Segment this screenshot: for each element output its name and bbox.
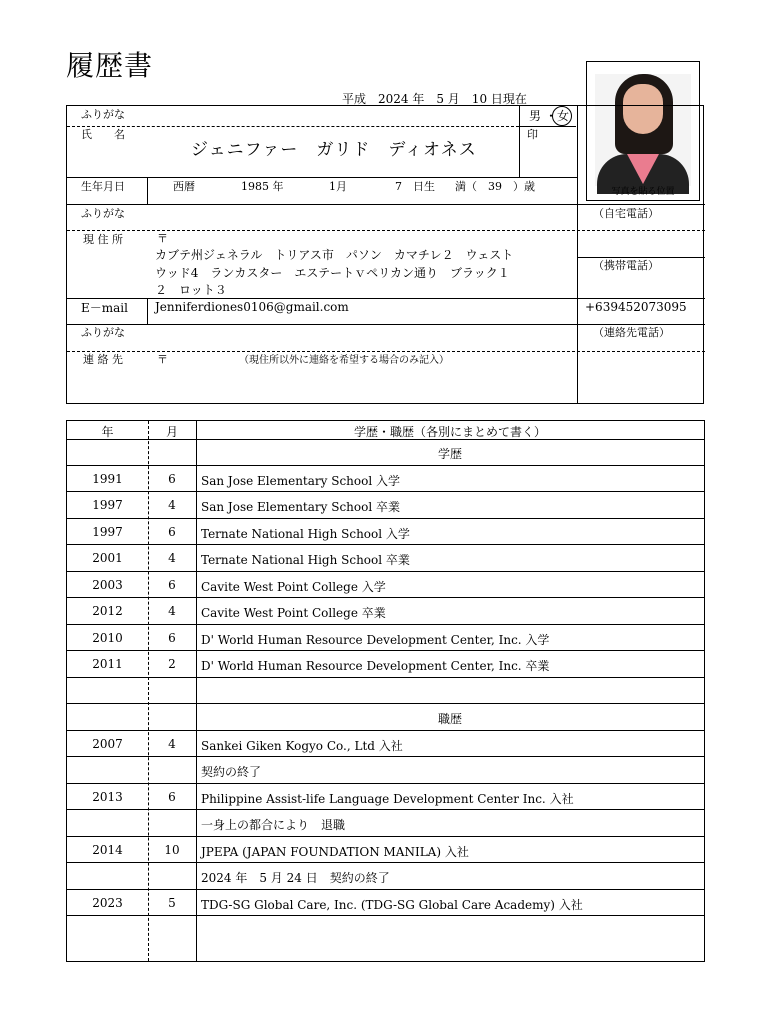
address-postal-mark: 〒 bbox=[157, 232, 168, 245]
email-value: Jenniferdiones0106@gmail.com bbox=[155, 300, 349, 314]
table-row-rule bbox=[67, 783, 704, 784]
photo-caption: 写真を貼る位置 bbox=[611, 187, 675, 197]
edu-6-desc: D' World Human Resource Development Center, Inc. 入学 bbox=[201, 633, 550, 647]
table-row-rule bbox=[67, 650, 704, 651]
table-row-rule bbox=[67, 915, 704, 916]
table-row-rule bbox=[67, 624, 704, 625]
month-desc-divider bbox=[196, 421, 197, 961]
email-label: E－mail bbox=[81, 301, 128, 315]
furigana2-label: ふりがな bbox=[81, 207, 125, 220]
work-1-desc: 契約の終了 bbox=[201, 765, 262, 779]
as-of-date: 平成 2024 年 5 月 10 日現在 bbox=[342, 92, 527, 106]
personal-info-table bbox=[66, 105, 704, 404]
work-3-desc: 一身上の都合により 退職 bbox=[201, 818, 346, 832]
table-row-rule bbox=[67, 597, 704, 598]
work-5-desc: 2024 年 5 月 24 日 契約の終了 bbox=[201, 871, 390, 885]
age: 満（ 39 ）歳 bbox=[455, 180, 535, 193]
gender-female: 女 bbox=[557, 109, 570, 123]
work-4-year: 2014 bbox=[92, 843, 123, 857]
edu-7-year: 2011 bbox=[92, 657, 123, 671]
gender-male: 男 bbox=[529, 109, 542, 123]
contact-note: （現住所以外に連絡を希望する場合のみ記入） bbox=[239, 355, 449, 366]
furigana3-dash bbox=[67, 351, 705, 352]
work-0-year: 2007 bbox=[92, 737, 123, 751]
table-row-rule bbox=[67, 836, 704, 837]
contact-label: 連 絡 先 bbox=[83, 353, 123, 366]
edu-5-desc: Cavite West Point College 卒業 bbox=[201, 606, 386, 620]
col-desc-header: 学歴・職歴（各別にまとめて書く） bbox=[353, 425, 546, 439]
work-2-desc: Philippine Assist-life Language Development Center Inc. 入社 bbox=[201, 792, 574, 806]
address-line-1: カブテ州ジェネラル トリアス市 パソン カマチレ２ ウェスト bbox=[155, 248, 514, 262]
edu-7-desc: D' World Human Resource Development Center, Inc. 卒業 bbox=[201, 659, 550, 673]
birth-divider bbox=[147, 177, 148, 204]
table-row-rule bbox=[67, 862, 704, 863]
table-row-rule bbox=[67, 730, 704, 731]
address-line-2: ウッド4 ランカスター エステートｖペリカン通り ブラック１ bbox=[155, 266, 510, 280]
birth-day: 7 日生 bbox=[395, 180, 435, 193]
table-row-rule bbox=[67, 465, 704, 466]
edu-3-desc: Ternate National High School 卒業 bbox=[201, 553, 410, 567]
edu-4-month: 6 bbox=[168, 578, 176, 592]
gender-underline bbox=[519, 126, 576, 127]
work-2-month: 6 bbox=[168, 790, 176, 804]
gender-separator: ・ bbox=[545, 109, 558, 123]
email-bottom-line bbox=[67, 324, 705, 325]
work-6-year: 2023 bbox=[92, 896, 123, 910]
work-0-month: 4 bbox=[168, 737, 176, 751]
header-rule bbox=[67, 439, 704, 440]
edu-4-year: 2003 bbox=[92, 578, 123, 592]
address-label: 現 住 所 bbox=[83, 233, 123, 246]
mobile-value: +639452073095 bbox=[585, 300, 687, 314]
furigana2-dash bbox=[67, 230, 705, 231]
birth-label: 生年月日 bbox=[81, 180, 125, 193]
right-edge-top bbox=[577, 106, 578, 204]
edu-6-year: 2010 bbox=[92, 631, 123, 645]
table-row-rule bbox=[67, 809, 704, 810]
email-divider bbox=[147, 298, 148, 324]
work-2-year: 2013 bbox=[92, 790, 123, 804]
table-row-rule bbox=[67, 756, 704, 757]
applicant-name: ジェニファー ガリド ディオネス bbox=[191, 140, 477, 160]
edu-5-month: 4 bbox=[168, 604, 176, 618]
edu-5-year: 2012 bbox=[92, 604, 123, 618]
gender-divider bbox=[519, 106, 520, 177]
resume-title: 履歴書 bbox=[66, 49, 154, 82]
birth-year: 1985 年 bbox=[241, 180, 284, 193]
name-label: 氏 名 bbox=[81, 128, 125, 141]
edu-2-year: 1997 bbox=[92, 525, 123, 539]
table-row-rule bbox=[67, 571, 704, 572]
edu-1-month: 4 bbox=[168, 498, 176, 512]
furigana-label: ふりがな bbox=[81, 108, 125, 121]
work-heading: 職歴 bbox=[437, 712, 462, 726]
edu-0-month: 6 bbox=[168, 472, 176, 486]
table-row-rule bbox=[67, 889, 704, 890]
edu-3-year: 2001 bbox=[92, 551, 123, 565]
work-6-month: 5 bbox=[168, 896, 176, 910]
gender-circle bbox=[552, 106, 572, 126]
birth-era: 西暦 bbox=[173, 180, 195, 193]
col-month-header: 月 bbox=[165, 425, 178, 439]
edu-3-month: 4 bbox=[168, 551, 176, 565]
contact-postal-mark: 〒 bbox=[157, 353, 168, 366]
address-line-3: ２ ロット３ bbox=[155, 283, 227, 297]
edu-1-desc: San Jose Elementary School 卒業 bbox=[201, 500, 401, 514]
phone-separator bbox=[577, 257, 705, 258]
birth-month: 1月 bbox=[329, 180, 347, 193]
edu-2-desc: Ternate National High School 入学 bbox=[201, 527, 410, 541]
history-table bbox=[66, 420, 705, 962]
home-phone-label: （自宅電話） bbox=[593, 207, 659, 220]
edu-1-year: 1997 bbox=[92, 498, 123, 512]
work-6-desc: TDG-SG Global Care, Inc. (TDG-SG Global Care Academy) 入社 bbox=[201, 898, 583, 912]
table-row-rule bbox=[67, 518, 704, 519]
edu-7-month: 2 bbox=[168, 657, 176, 671]
edu-6-month: 6 bbox=[168, 631, 176, 645]
address-bottom-line bbox=[67, 298, 705, 299]
furigana3-label: ふりがな bbox=[81, 326, 125, 339]
name-bottom-line bbox=[67, 177, 577, 178]
contact-phone-label: （連絡先電話） bbox=[593, 326, 670, 339]
table-row-rule bbox=[67, 677, 704, 678]
edu-0-desc: San Jose Elementary School 入学 bbox=[201, 474, 401, 488]
work-4-month: 10 bbox=[164, 843, 180, 857]
mobile-label: （携帯電話） bbox=[593, 259, 659, 272]
table-row-rule bbox=[67, 491, 704, 492]
edu-2-month: 6 bbox=[168, 525, 176, 539]
table-row-rule bbox=[67, 703, 704, 704]
work-4-desc: JPEPA (JAPAN FOUNDATION MANILA) 入社 bbox=[201, 845, 469, 859]
birth-bottom-line bbox=[67, 204, 705, 205]
seal-label: 印 bbox=[527, 128, 538, 141]
education-heading: 学歴 bbox=[437, 447, 462, 461]
phone-column-divider bbox=[577, 204, 578, 404]
edu-0-year: 1991 bbox=[92, 472, 123, 486]
furigana-dash bbox=[67, 126, 519, 127]
work-0-desc: Sankei Giken Kogyo Co., Ltd 入社 bbox=[201, 739, 403, 753]
col-year-header: 年 bbox=[101, 425, 114, 439]
edu-4-desc: Cavite West Point College 入学 bbox=[201, 580, 386, 594]
table-row-rule bbox=[67, 544, 704, 545]
